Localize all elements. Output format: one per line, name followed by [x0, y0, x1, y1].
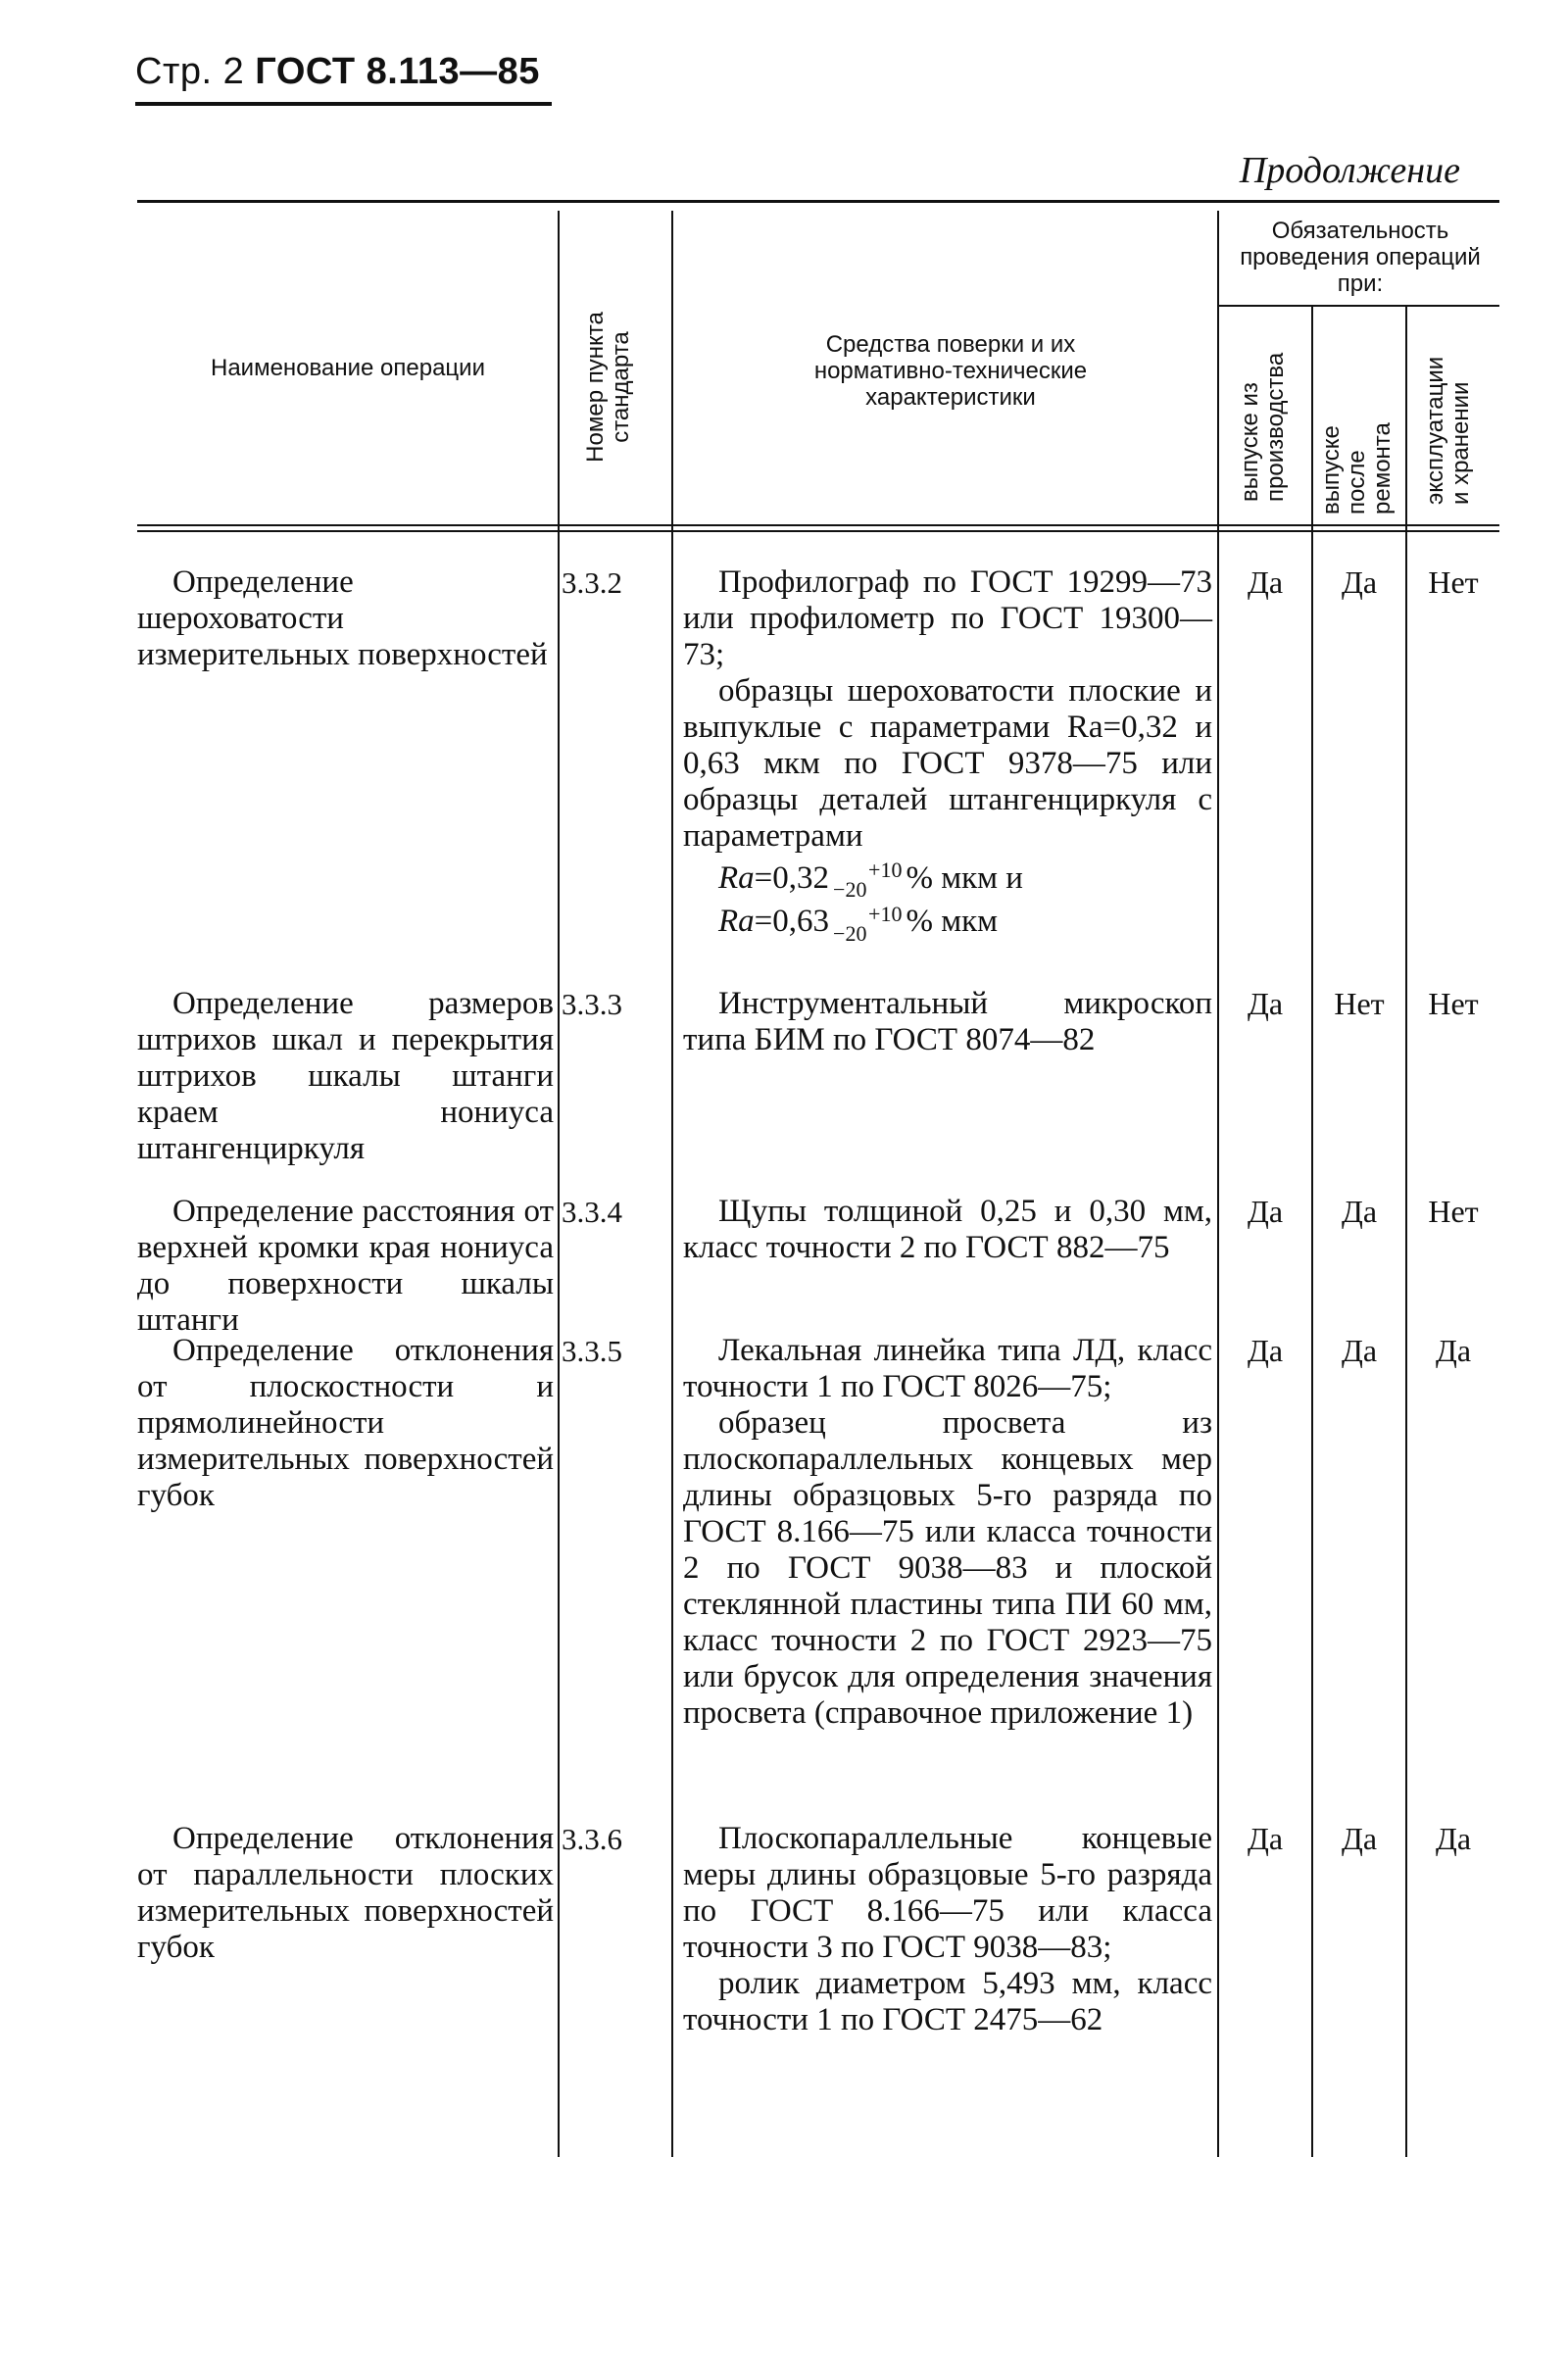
- obligation-repair: Нет: [1334, 986, 1385, 1021]
- header-sub-production: [1237, 352, 1291, 502]
- header-clause-text: Номер пункта стандарта: [582, 312, 634, 463]
- header-bottom-rule-2: [137, 530, 1499, 532]
- formula-unit: % мкм: [906, 904, 999, 940]
- table-row-operation: [137, 564, 554, 673]
- obligation-production: Да: [1247, 1333, 1284, 1368]
- formula-symbol: Ra: [718, 904, 755, 940]
- header-bottom-rule: [137, 524, 1499, 526]
- header-sub-repair-text: выпуске после ремонта: [1318, 422, 1396, 515]
- header-operation: Наименование операции: [211, 355, 485, 381]
- operation-text: Определение размеров штрихов шкал и перекрытия штрихов шкалы штанги краем нониуса штангенциркуля: [137, 986, 554, 1166]
- table-row-operation: [137, 1821, 554, 1966]
- table-top-rule: [137, 200, 1499, 203]
- col-divider-2: [671, 211, 673, 2157]
- header-sub-repair: [1319, 368, 1397, 515]
- operation-text: Определение расстояния от верхней кромки края нониуса до поверхности шкалы штанги: [137, 1194, 554, 1338]
- means-text: образцы шероховатости плоские и выпуклые с параметрами Ra=0,32 и 0,63 мкм по ГОСТ 9378—75 или образцы деталей штангенциркуля с параметрами: [683, 673, 1212, 854]
- header-obligation: Обязательность проведения операций при:: [1240, 218, 1481, 297]
- obligation-repair: Да: [1341, 1821, 1378, 1856]
- standard-code: ГОСТ 8.113—85: [255, 51, 540, 92]
- table-row-means: [683, 1194, 1212, 1266]
- header-clause: [583, 265, 642, 510]
- page-header: [135, 51, 540, 93]
- obligation-production: Да: [1247, 1194, 1284, 1229]
- operation-text: Определение отклонения от плоскостности и прямолинейности измерительных поверхностей губок: [137, 1333, 554, 1513]
- tolerance: [833, 858, 903, 903]
- clause-number: 3.3.4: [562, 1195, 622, 1229]
- means-text: Лекальная линейка типа ЛД, класс точности 1 по ГОСТ 8026—75;: [683, 1333, 1212, 1404]
- tolerance-minus: −20: [833, 920, 867, 946]
- means-text: образец просвета из плоскопараллельных концевых мер длины образцовых 5-го разряда по ГОСТ 8.166—75 или класса точности 2 по ГОСТ 9038—83 и плоской стеклянной пластины типа ПИ 60 мм, класс точности 2 по ГОСТ 2923—75 или брусок для определения значения просвета (справочное приложение 1): [683, 1405, 1212, 1731]
- obligation-operation: Нет: [1428, 1194, 1479, 1229]
- col-divider-1: [558, 211, 560, 2157]
- header-means: Средства поверки и их нормативно-технические характеристики: [813, 331, 1088, 411]
- obligation-subheader-rule: [1217, 305, 1499, 307]
- tolerance: [833, 901, 903, 946]
- obligation-production: Да: [1247, 564, 1284, 600]
- formula-ra-063: [683, 901, 1212, 946]
- obligation-operation: Да: [1435, 1821, 1472, 1856]
- obligation-operation: Нет: [1428, 564, 1479, 600]
- header-underline: [135, 102, 552, 106]
- obligation-operation: Нет: [1428, 986, 1479, 1021]
- obligation-repair: Да: [1341, 1333, 1378, 1368]
- formula-ra-032: [683, 858, 1212, 903]
- means-text: Профилограф по ГОСТ 19299—73 или профилометр по ГОСТ 19300—73;: [683, 564, 1212, 672]
- continuation-label: Продолжение: [1239, 150, 1460, 191]
- col-divider-3: [1217, 211, 1219, 2157]
- formula-symbol: Ra: [718, 860, 755, 896]
- formula-unit: % мкм и: [906, 860, 1023, 896]
- table-row-means: [683, 1821, 1212, 2038]
- obligation-repair: Да: [1341, 1194, 1378, 1229]
- obligation-production: Да: [1247, 1821, 1284, 1856]
- clause-number: 3.3.5: [562, 1334, 622, 1368]
- tolerance-minus: −20: [833, 877, 867, 903]
- tolerance-plus: +10: [868, 901, 903, 926]
- header-sub-operation: [1423, 358, 1482, 505]
- formula-value: =0,32: [754, 860, 830, 896]
- formula-value: =0,63: [754, 904, 830, 940]
- obligation-production: Да: [1247, 986, 1284, 1021]
- means-text: Щупы толщиной 0,25 и 0,30 мм, класс точности 2 по ГОСТ 882—75: [683, 1194, 1212, 1265]
- table-row-operation: [137, 1333, 554, 1514]
- operation-text: Определение шероховатости измерительных поверхностей: [137, 564, 548, 672]
- clause-number: 3.3.3: [562, 987, 622, 1021]
- table-row-means: [683, 986, 1212, 1058]
- table-row-operation: [137, 986, 554, 1167]
- header-sub-operation-text: эксплуатации и хранении: [1422, 356, 1474, 505]
- clause-number: 3.3.6: [562, 1822, 622, 1856]
- means-text: Инструментальный микроскоп типа БИМ по ГОСТ 8074—82: [683, 986, 1212, 1057]
- means-text: Плоскопараллельные концевые меры длины образцовые 5-го разряда по ГОСТ 8.166—75 или класса точности 3 по ГОСТ 9038—83;: [683, 1821, 1212, 1965]
- means-text: ролик диаметром 5,493 мм, класс точности 1 по ГОСТ 2475—62: [683, 1966, 1212, 2037]
- table-row-means: [683, 564, 1212, 944]
- obligation-repair: Да: [1341, 564, 1378, 600]
- clause-number: 3.3.2: [562, 565, 622, 600]
- page-number: Стр. 2: [135, 51, 245, 92]
- tolerance-plus: +10: [868, 858, 903, 883]
- operation-text: Определение отклонения от параллельности плоских измерительных поверхностей губок: [137, 1821, 554, 1965]
- table-row-operation: [137, 1194, 554, 1339]
- obligation-operation: Да: [1435, 1333, 1472, 1368]
- table-row-means: [683, 1333, 1212, 1732]
- header-sub-production-text: выпуске из производства: [1237, 352, 1289, 502]
